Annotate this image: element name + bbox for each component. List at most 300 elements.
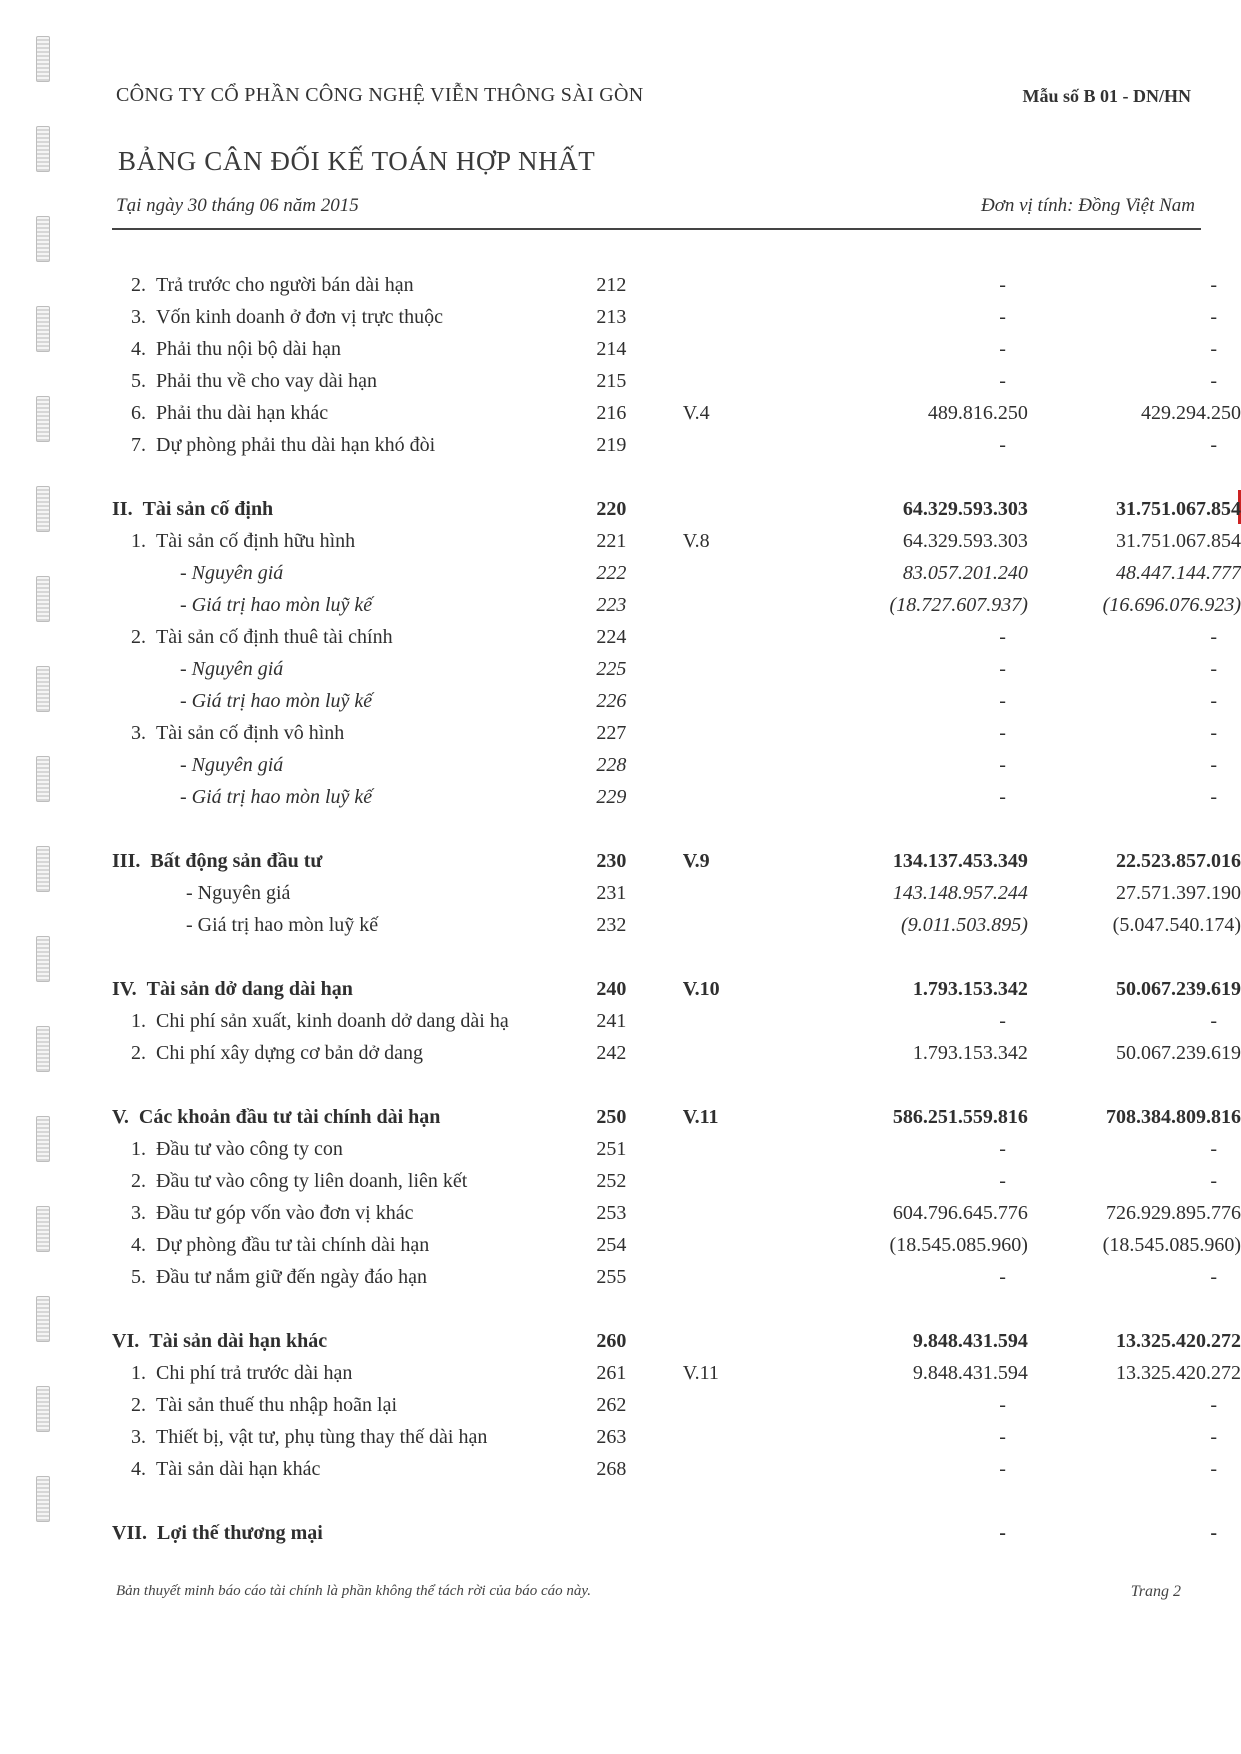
note-cell: [679, 1261, 801, 1293]
current-value-cell: [801, 397, 1028, 429]
current-value-cell: [801, 781, 1028, 813]
code-cell-value: 221: [596, 530, 627, 552]
binder-hole: [36, 1116, 50, 1162]
row-label: Tài sản cố định hữu hình: [156, 530, 356, 552]
binder-hole: [36, 1206, 50, 1252]
current-value-cell-value: 9.848.431.594: [912, 1362, 1028, 1384]
row-label-cell: [112, 1165, 588, 1197]
row-label-cell: [112, 301, 588, 333]
table-row: [112, 1197, 1241, 1229]
code-cell-value: 212: [596, 274, 627, 296]
row-label: Bất động sản đầu tư: [150, 850, 323, 872]
previous-value-cell-value: -: [1210, 1138, 1217, 1160]
note-cell: [679, 685, 801, 717]
table-row: [112, 749, 1241, 781]
current-value-cell: [801, 621, 1028, 653]
row-label-cell: [112, 1325, 588, 1357]
previous-value-cell: [1028, 557, 1241, 589]
previous-value-cell: [1028, 781, 1241, 813]
code-cell: [588, 589, 678, 621]
previous-value-cell: [1028, 1005, 1241, 1037]
current-value-cell: [801, 269, 1028, 301]
row-label: Phải thu nội bộ dài hạn: [156, 338, 341, 360]
row-label: - Giá trị hao mòn luỹ kế: [180, 594, 373, 616]
row-spacer: [112, 1293, 1241, 1325]
table-row: [112, 1389, 1241, 1421]
current-value-cell: [801, 1229, 1028, 1261]
previous-value-cell-value: (18.545.085.960): [1102, 1234, 1241, 1256]
row-label: Tài sản thuế thu nhập hoãn lại: [156, 1394, 398, 1416]
row-label: - Giá trị hao mòn luỹ kế: [180, 786, 373, 808]
code-cell-value: 263: [596, 1426, 627, 1448]
code-cell: [588, 877, 678, 909]
current-value-cell: [801, 1453, 1028, 1485]
previous-value-cell: [1028, 877, 1241, 909]
code-cell: [588, 1357, 678, 1389]
current-value-cell-value: (9.011.503.895): [901, 914, 1028, 936]
section-row: [112, 1325, 1241, 1357]
previous-value-cell: [1028, 909, 1241, 941]
row-number: 4.: [131, 338, 146, 360]
current-value-cell-value: 586.251.559.816: [892, 1106, 1028, 1128]
current-value-cell: [801, 973, 1028, 1005]
binder-hole: [36, 1386, 50, 1432]
row-label-cell: [112, 1037, 588, 1069]
current-value-cell-value: -: [999, 754, 1006, 776]
previous-value-cell-value: -: [1210, 1426, 1217, 1448]
binder-hole: [36, 216, 50, 262]
row-label: Phải thu dài hạn khác: [156, 402, 329, 424]
row-number: V.: [112, 1106, 129, 1128]
code-cell: [588, 1453, 678, 1485]
code-cell-value: 228: [596, 754, 627, 776]
code-cell-value: 213: [596, 306, 627, 328]
code-cell: [588, 1197, 678, 1229]
previous-value-cell-value: -: [1210, 1458, 1217, 1480]
note-cell: [679, 333, 801, 365]
previous-value-cell: [1028, 1261, 1241, 1293]
current-value-cell-value: -: [999, 1458, 1006, 1480]
previous-value-cell: [1028, 845, 1241, 877]
current-value-cell-value: 64.329.593.303: [902, 498, 1028, 520]
code-cell: [588, 1229, 678, 1261]
current-value-cell: [801, 525, 1028, 557]
row-number: 2.: [131, 274, 146, 296]
table-row: [112, 1133, 1241, 1165]
row-label-cell: [112, 717, 588, 749]
previous-value-cell-value: -: [1210, 370, 1217, 392]
row-label: Đầu tư nắm giữ đến ngày đáo hạn: [156, 1266, 428, 1288]
row-number: 3.: [131, 722, 146, 744]
current-value-cell: [801, 1421, 1028, 1453]
row-label: Lợi thế thương mại: [157, 1522, 323, 1544]
current-value-cell-value: 1.793.153.342: [912, 978, 1028, 1000]
previous-value-cell: [1028, 1357, 1241, 1389]
previous-value-cell-value: 48.447.144.777: [1116, 562, 1241, 584]
previous-value-cell: [1028, 685, 1241, 717]
row-number: 5.: [131, 1266, 146, 1288]
spacer-cell: [112, 941, 1241, 973]
previous-value-cell-value: (5.047.540.174): [1112, 914, 1241, 936]
note-cell: [679, 1133, 801, 1165]
table-row: [112, 909, 1241, 941]
code-cell: [588, 653, 678, 685]
note-cell-value: V.4: [682, 402, 710, 424]
previous-value-cell-value: 13.325.420.272: [1116, 1362, 1241, 1384]
row-label: Các khoản đầu tư tài chính dài hạn: [138, 1106, 441, 1128]
previous-value-cell: [1028, 1197, 1241, 1229]
row-number: 1.: [131, 1138, 146, 1160]
code-cell-value: 223: [596, 594, 627, 616]
table-row: [112, 653, 1241, 685]
table-row: [112, 877, 1241, 909]
code-cell: [588, 301, 678, 333]
current-value-cell: [801, 877, 1028, 909]
previous-value-cell-value: 22.523.857.016: [1116, 850, 1241, 872]
table-row: [112, 333, 1241, 365]
binder-hole: [36, 1296, 50, 1342]
note-cell: [679, 429, 801, 461]
row-number: 1.: [131, 530, 146, 552]
document-title: BẢNG CÂN ĐỐI KẾ TOÁN HỢP NHẤT: [118, 146, 596, 176]
current-value-cell: [801, 1165, 1028, 1197]
current-value-cell-value: -: [999, 1170, 1006, 1192]
previous-value-cell-value: -: [1210, 1394, 1217, 1416]
row-label-cell: [112, 1389, 588, 1421]
row-label-cell: [112, 557, 588, 589]
row-label-cell: [112, 685, 588, 717]
note-cell: [679, 1453, 801, 1485]
note-cell-value: V.10: [682, 978, 720, 1000]
current-value-cell-value: -: [999, 1522, 1006, 1544]
code-cell-value: 215: [596, 370, 627, 392]
note-cell: [679, 1517, 801, 1549]
previous-value-cell-value: 27.571.397.190: [1116, 882, 1241, 904]
row-label: Chi phí sản xuất, kinh doanh dở dang dài hạ: [156, 1010, 509, 1032]
section-row: [112, 1101, 1241, 1133]
row-label-cell: [112, 1133, 588, 1165]
note-cell: [679, 525, 801, 557]
current-value-cell: [801, 429, 1028, 461]
code-cell-value: 229: [596, 786, 627, 808]
code-cell-value: 255: [596, 1266, 627, 1288]
binder-hole: [36, 756, 50, 802]
table-row: [112, 365, 1241, 397]
code-cell: [588, 1325, 678, 1357]
current-value-cell-value: -: [999, 434, 1006, 456]
code-cell-value: 253: [596, 1202, 627, 1224]
previous-value-cell: [1028, 1325, 1241, 1357]
code-cell-value: 222: [596, 562, 627, 584]
section-row: [112, 493, 1241, 525]
code-cell: [588, 333, 678, 365]
current-value-cell: [801, 749, 1028, 781]
table-row: [112, 1453, 1241, 1485]
row-number: 3.: [131, 1426, 146, 1448]
previous-value-cell-value: -: [1210, 338, 1217, 360]
current-value-cell-value: 604.796.645.776: [892, 1202, 1028, 1224]
previous-value-cell: [1028, 525, 1241, 557]
previous-value-cell-value: -: [1210, 626, 1217, 648]
current-value-cell-value: -: [999, 658, 1006, 680]
previous-value-cell: [1028, 1389, 1241, 1421]
row-label: Đầu tư vào công ty con: [156, 1138, 343, 1160]
company-name: CÔNG TY CỔ PHẦN CÔNG NGHỆ VIỄN THÔNG SÀI GÒN: [116, 84, 644, 106]
spacer-cell: [112, 1069, 1241, 1101]
code-cell-value: 242: [596, 1042, 627, 1064]
note-cell: [679, 557, 801, 589]
note-cell: [679, 1005, 801, 1037]
binder-hole: [36, 936, 50, 982]
binder-hole: [36, 36, 50, 82]
row-label: Tài sản cố định: [142, 498, 274, 520]
row-number: VI.: [112, 1330, 140, 1352]
table-row: [112, 1229, 1241, 1261]
previous-value-cell-value: -: [1210, 722, 1217, 744]
previous-value-cell-value: -: [1210, 786, 1217, 808]
code-cell-value: 251: [596, 1138, 627, 1160]
spacer-cell: [112, 813, 1241, 845]
row-number: IV.: [112, 978, 137, 1000]
code-cell: [588, 685, 678, 717]
code-cell-value: 227: [596, 722, 627, 744]
note-cell: [679, 973, 801, 1005]
code-cell: [588, 909, 678, 941]
spacer-cell: [112, 1293, 1241, 1325]
code-cell-value: 225: [596, 658, 627, 680]
current-value-cell: [801, 653, 1028, 685]
row-label-cell: [112, 333, 588, 365]
code-cell-value: 226: [596, 690, 627, 712]
row-label-cell: [112, 1229, 588, 1261]
row-spacer: [112, 461, 1241, 493]
code-cell-value: 231: [596, 882, 627, 904]
row-label-cell: [112, 749, 588, 781]
row-label: - Giá trị hao mòn luỹ kế: [186, 914, 379, 936]
code-cell: [588, 1101, 678, 1133]
header-rule: [112, 228, 1201, 230]
row-label: Phải thu về cho vay dài hạn: [156, 370, 378, 392]
code-cell: [588, 1037, 678, 1069]
current-value-cell-value: -: [999, 786, 1006, 808]
row-number: III.: [112, 850, 141, 872]
row-label-cell: [112, 653, 588, 685]
code-cell: [588, 429, 678, 461]
current-value-cell-value: -: [999, 722, 1006, 744]
previous-value-cell-value: -: [1210, 1010, 1217, 1032]
row-label: Trả trước cho người bán dài hạn: [156, 274, 414, 296]
note-cell: [679, 1325, 801, 1357]
code-cell-value: 230: [596, 850, 627, 872]
table-row: [112, 1261, 1241, 1293]
current-value-cell-value: -: [999, 370, 1006, 392]
code-cell: [588, 749, 678, 781]
section-row: [112, 1517, 1241, 1549]
table-row: [112, 589, 1241, 621]
row-label: Đầu tư góp vốn vào đơn vị khác: [156, 1202, 414, 1224]
note-cell: [679, 397, 801, 429]
row-label: Chi phí trả trước dài hạn: [156, 1362, 353, 1384]
current-value-cell-value: -: [999, 1266, 1006, 1288]
code-cell-value: 250: [596, 1106, 627, 1128]
table-row: [112, 1357, 1241, 1389]
current-value-cell-value: 1.793.153.342: [912, 1042, 1028, 1064]
table-row: [112, 781, 1241, 813]
binder-hole: [36, 126, 50, 172]
current-value-cell-value: -: [999, 1138, 1006, 1160]
code-cell: [588, 781, 678, 813]
code-cell-value: 241: [596, 1010, 627, 1032]
binder-holes: [36, 36, 56, 1566]
row-number: 1.: [131, 1362, 146, 1384]
table-row: [112, 1165, 1241, 1197]
row-label-cell: [112, 621, 588, 653]
code-cell: [588, 269, 678, 301]
note-cell: [679, 717, 801, 749]
row-number: 4.: [131, 1458, 146, 1480]
current-value-cell: [801, 845, 1028, 877]
previous-value-cell-value: 50.067.239.619: [1116, 1042, 1241, 1064]
row-spacer: [112, 1069, 1241, 1101]
table-row: [112, 685, 1241, 717]
current-value-cell-value: -: [999, 626, 1006, 648]
previous-value-cell: [1028, 589, 1241, 621]
row-label: Tài sản dở dang dài hạn: [146, 978, 353, 1000]
code-cell-value: 224: [596, 626, 627, 648]
row-label: Tài sản cố định thuê tài chính: [156, 626, 393, 648]
previous-value-cell-value: -: [1210, 306, 1217, 328]
current-value-cell: [801, 1325, 1028, 1357]
table-row: [112, 429, 1241, 461]
code-cell: [588, 973, 678, 1005]
code-cell-value: 268: [596, 1458, 627, 1480]
previous-value-cell-value: 50.067.239.619: [1116, 978, 1241, 1000]
previous-value-cell-value: 726.929.895.776: [1106, 1202, 1241, 1224]
current-value-cell: [801, 589, 1028, 621]
code-cell: [588, 1133, 678, 1165]
current-value-cell: [801, 1357, 1028, 1389]
current-value-cell-value: 134.137.453.349: [892, 850, 1028, 872]
previous-value-cell-value: -: [1210, 1266, 1217, 1288]
code-cell: [588, 1005, 678, 1037]
current-value-cell: [801, 1517, 1028, 1549]
row-spacer: [112, 1485, 1241, 1517]
note-cell: [679, 589, 801, 621]
row-label: - Nguyên giá: [180, 562, 284, 584]
note-cell: [679, 1037, 801, 1069]
previous-value-cell: [1028, 1229, 1241, 1261]
previous-value-cell-value: -: [1210, 658, 1217, 680]
code-cell-value: 252: [596, 1170, 627, 1192]
table-row: [112, 557, 1241, 589]
previous-value-cell: [1028, 301, 1241, 333]
note-cell-value: V.9: [682, 850, 710, 872]
previous-value-cell: [1028, 1101, 1241, 1133]
row-number: 5.: [131, 370, 146, 392]
previous-value-cell: [1028, 1165, 1241, 1197]
previous-value-cell: [1028, 493, 1241, 525]
previous-value-cell: [1028, 653, 1241, 685]
binder-hole: [36, 1476, 50, 1522]
current-value-cell: [801, 1101, 1028, 1133]
row-label-cell: [112, 1453, 588, 1485]
row-label: - Giá trị hao mòn luỹ kế: [180, 690, 373, 712]
row-label-cell: [112, 1101, 588, 1133]
current-value-cell-value: (18.545.085.960): [889, 1234, 1028, 1256]
row-label: Đầu tư vào công ty liên doanh, liên kết: [156, 1170, 468, 1192]
note-cell: [679, 653, 801, 685]
note-cell: [679, 1165, 801, 1197]
row-number: 2.: [131, 626, 146, 648]
row-label: Dự phòng đầu tư tài chính dài hạn: [156, 1234, 430, 1256]
row-label-cell: [112, 877, 588, 909]
previous-value-cell: [1028, 1517, 1241, 1549]
binder-hole: [36, 666, 50, 712]
code-cell: [588, 1165, 678, 1197]
previous-value-cell-value: 13.325.420.272: [1116, 1330, 1241, 1352]
row-number: 2.: [131, 1042, 146, 1064]
current-value-cell: [801, 1037, 1028, 1069]
footer-note: Bản thuyết minh báo cáo tài chính là phần không thể tách rời của báo cáo này.: [116, 1583, 592, 1599]
current-value-cell-value: 64.329.593.303: [902, 530, 1028, 552]
row-spacer: [112, 941, 1241, 973]
previous-value-cell: [1028, 269, 1241, 301]
code-cell: [588, 717, 678, 749]
code-cell: [588, 621, 678, 653]
binder-hole: [36, 1026, 50, 1072]
note-cell-value: V.8: [682, 530, 710, 552]
row-label: Chi phí xây dựng cơ bản dở dang: [156, 1042, 423, 1064]
previous-value-cell-value: -: [1210, 754, 1217, 776]
row-number: 4.: [131, 1234, 146, 1256]
code-cell: [588, 1389, 678, 1421]
section-row: [112, 973, 1241, 1005]
current-value-cell: [801, 1389, 1028, 1421]
current-value-cell: [801, 1005, 1028, 1037]
row-spacer: [112, 813, 1241, 845]
previous-value-cell: [1028, 1133, 1241, 1165]
current-value-cell-value: (18.727.607.937): [889, 594, 1028, 616]
row-label-cell: [112, 845, 588, 877]
current-value-cell: [801, 333, 1028, 365]
previous-value-cell: [1028, 717, 1241, 749]
current-value-cell-value: -: [999, 1426, 1006, 1448]
row-number: 3.: [131, 306, 146, 328]
note-cell: [679, 1101, 801, 1133]
note-cell: [679, 1421, 801, 1453]
current-value-cell: [801, 685, 1028, 717]
code-cell: [588, 1421, 678, 1453]
current-value-cell: [801, 1261, 1028, 1293]
previous-value-cell-value: -: [1210, 434, 1217, 456]
previous-value-cell: [1028, 365, 1241, 397]
page-number: Trang 2: [1130, 1583, 1181, 1600]
table-row: [112, 1037, 1241, 1069]
row-number: 7.: [131, 434, 146, 456]
row-label-cell: [112, 973, 588, 1005]
note-cell: [679, 1357, 801, 1389]
code-cell: [588, 1517, 678, 1549]
row-label: - Nguyên giá: [180, 754, 284, 776]
code-cell-value: 220: [596, 498, 627, 520]
current-value-cell: [801, 365, 1028, 397]
code-cell: [588, 365, 678, 397]
note-cell: [679, 909, 801, 941]
binder-hole: [36, 576, 50, 622]
row-label-cell: [112, 1005, 588, 1037]
previous-value-cell: [1028, 973, 1241, 1005]
previous-value-cell: [1028, 397, 1241, 429]
